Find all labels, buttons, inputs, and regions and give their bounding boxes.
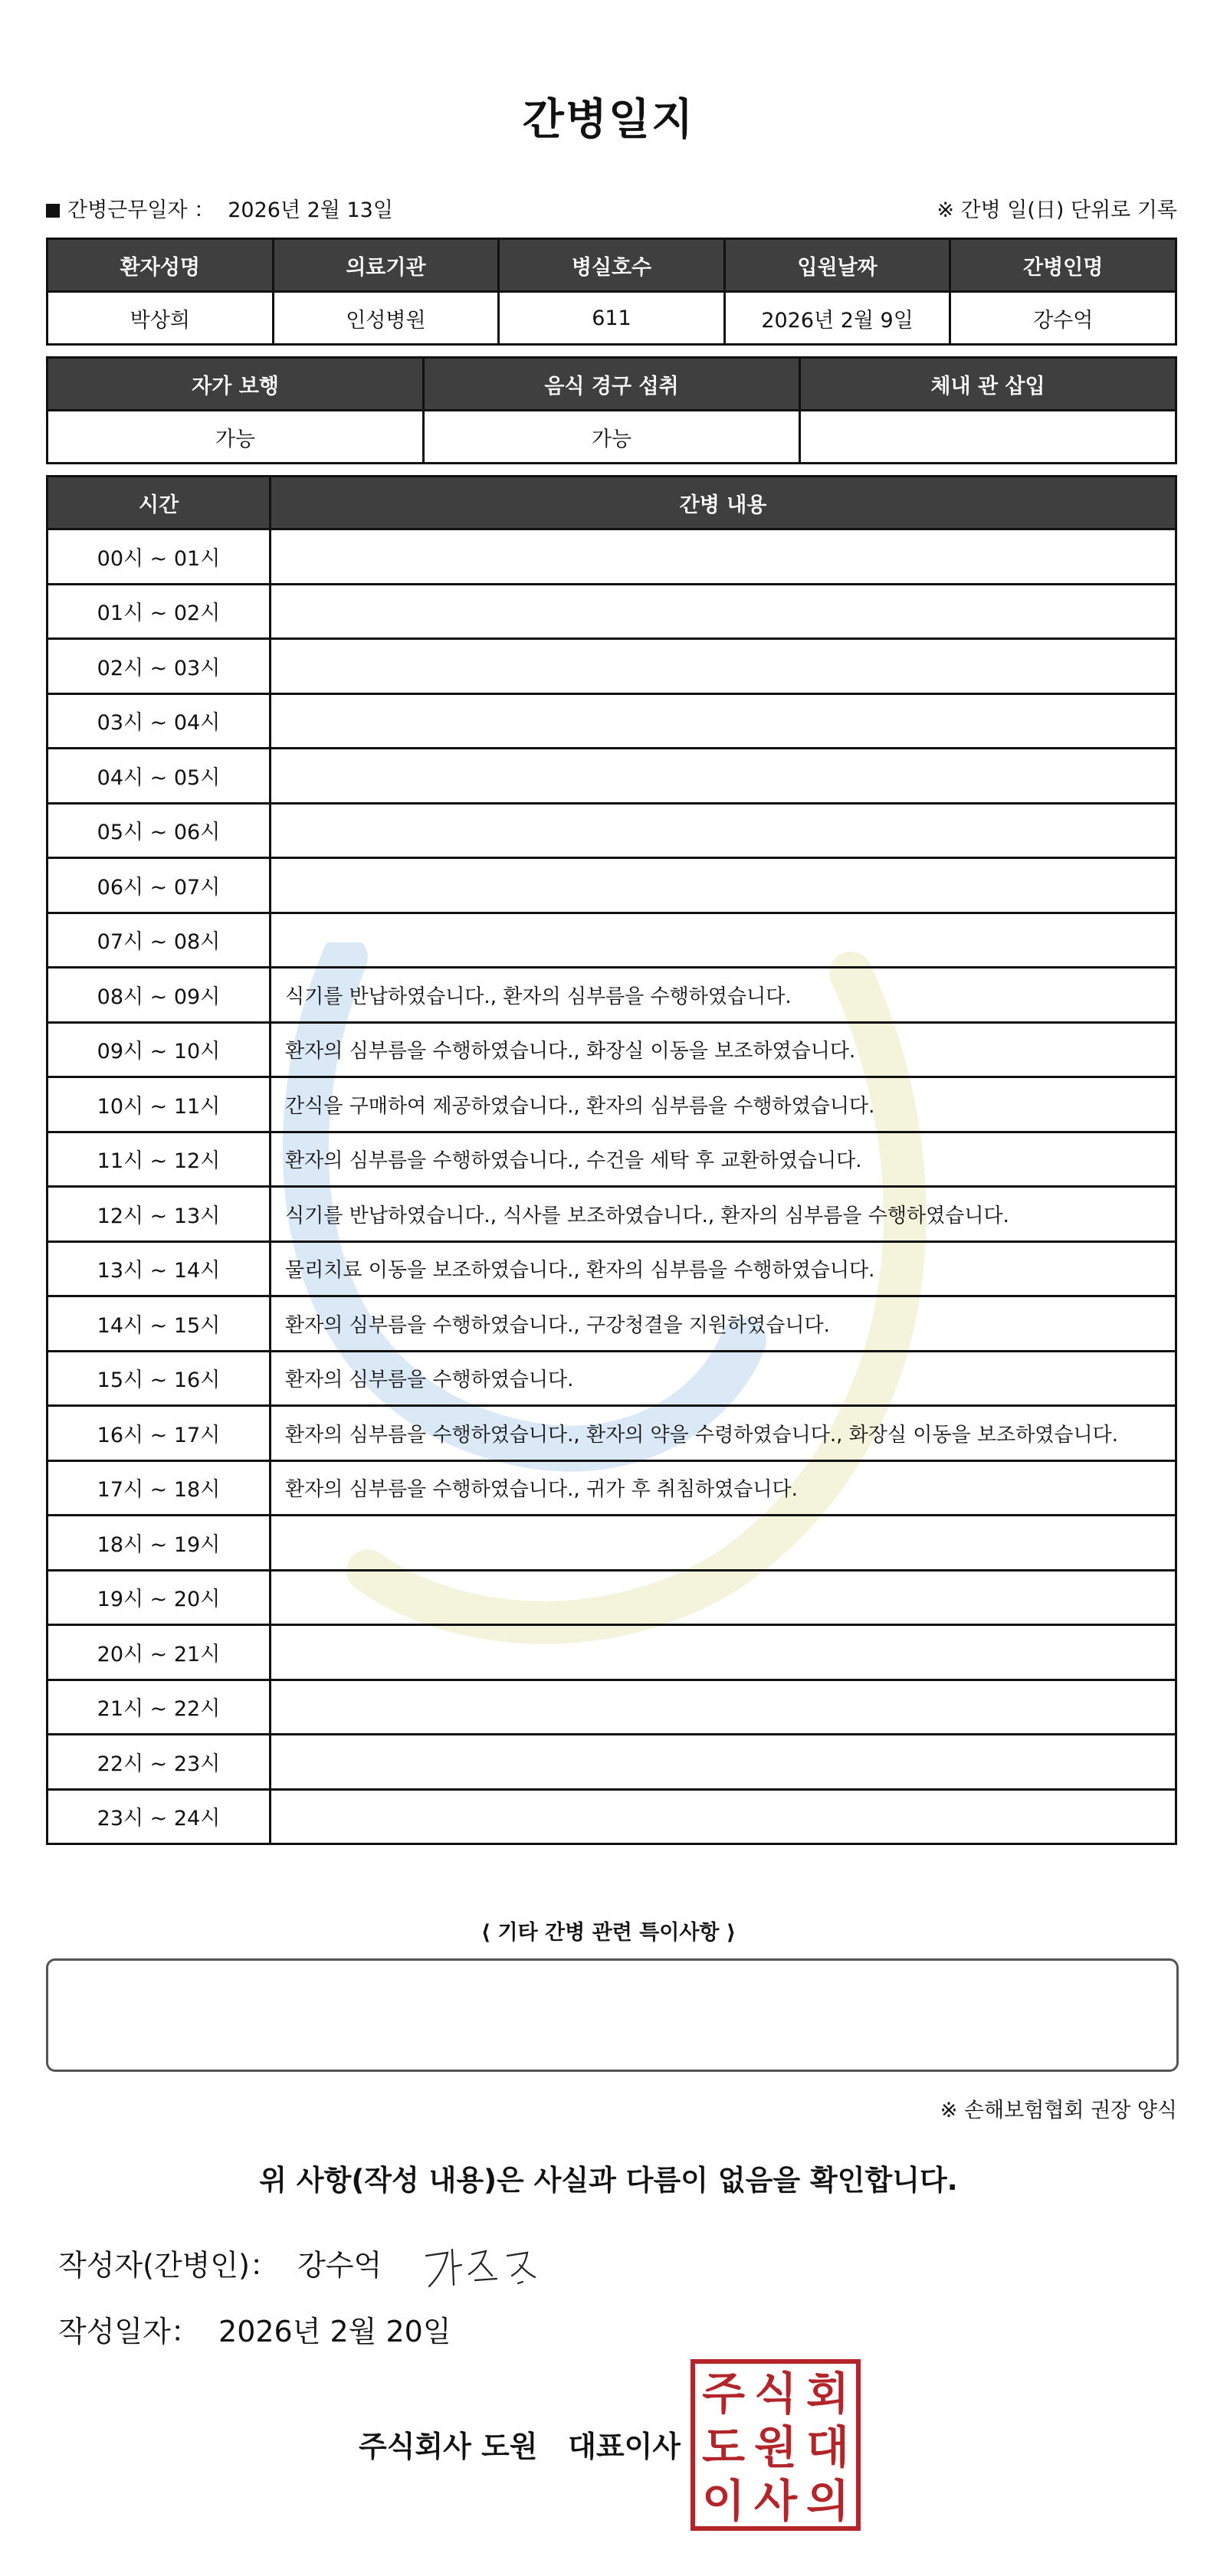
header-caregiver-name: 간병인명 [950, 239, 1176, 292]
content-cell [271, 529, 1176, 585]
table-row [48, 968, 1176, 1023]
table-row [48, 1077, 1176, 1132]
company-seal-stamp [690, 2358, 861, 2532]
table-row [48, 1680, 1176, 1735]
header-hospital: 의료기관 [273, 239, 499, 292]
time-cell: 09시 ~ 10시 [48, 1022, 271, 1077]
svg-text:식: 식 [753, 2368, 798, 2420]
content-cell: 환자의 심부름을 수행하였습니다., 수건을 세탁 후 교환하였습니다. [271, 1132, 1176, 1187]
room-number: 611 [499, 292, 725, 345]
table-row [48, 1516, 1176, 1571]
time-cell: 13시 ~ 14시 [48, 1241, 271, 1296]
self-walking: 가능 [48, 411, 424, 464]
content-cell [271, 584, 1176, 639]
time-cell: 10시 ~ 11시 [48, 1077, 271, 1132]
table-row [48, 1625, 1176, 1680]
table-row [48, 858, 1176, 913]
table-row [48, 1187, 1176, 1242]
work-date-label: 간병근무일자 ： [67, 198, 215, 222]
time-cell: 02시 ~ 03시 [48, 639, 271, 694]
table-row [48, 1460, 1176, 1516]
header-patient-name: 환자성명 [48, 239, 274, 292]
time-cell: 06시 ~ 07시 [48, 858, 271, 913]
table-row [48, 803, 1176, 858]
svg-text:이: 이 [701, 2475, 746, 2527]
content-cell: 환자의 심부름을 수행하였습니다., 귀가 후 취침하였습니다. [271, 1460, 1176, 1516]
content-cell [271, 1516, 1176, 1571]
hospital: 인성병원 [273, 292, 499, 345]
table-row [48, 1132, 1176, 1187]
content-cell [271, 1789, 1176, 1844]
header-admission-date: 입원날짜 [724, 239, 950, 292]
time-cell: 16시 ~ 17시 [48, 1406, 271, 1461]
patient-info-table [46, 238, 1177, 346]
writer-name: 강수억 [297, 2248, 382, 2283]
square-bullet-icon [46, 204, 60, 218]
time-cell: 19시 ~ 20시 [48, 1570, 271, 1625]
content-cell [271, 913, 1176, 968]
recommendation-note: ※ 손해보험협회 권장 양식 [940, 2099, 1177, 2122]
patient-status-table [46, 356, 1177, 464]
table-row [48, 529, 1176, 585]
page-title: 간병일지 [522, 95, 695, 145]
svg-text:사: 사 [753, 2475, 798, 2527]
header-time: 시간 [48, 477, 271, 529]
write-date-label: 작성일자： [58, 2315, 200, 2348]
special-notes-box [46, 1958, 1179, 2072]
time-cell: 07시 ~ 08시 [48, 913, 271, 968]
write-date-value: 2026년 2월 20일 [218, 2315, 451, 2348]
svg-text:의: 의 [805, 2475, 850, 2527]
company-name: 주식회사 도원 [359, 2430, 538, 2463]
svg-text:주: 주 [701, 2368, 746, 2420]
writer-line [58, 2240, 567, 2294]
content-cell: 환자의 심부름을 수행하였습니다., 환자의 약을 수령하였습니다., 화장실 이동을 보조하였습니다. [271, 1406, 1176, 1461]
header-self-walking: 자가 보행 [48, 358, 424, 411]
work-date-value: 2026년 2월 13일 [228, 198, 393, 222]
content-cell [271, 858, 1176, 913]
oral-intake: 가능 [424, 411, 800, 464]
content-cell [271, 749, 1176, 804]
time-cell: 21시 ~ 22시 [48, 1680, 271, 1735]
handwritten-signature [422, 2240, 567, 2294]
table-row [48, 1296, 1176, 1352]
table-row [48, 913, 1176, 968]
content-cell: 물리치료 이동을 보조하였습니다., 환자의 심부름을 수행하였습니다. [271, 1241, 1176, 1296]
header-care-content: 간병 내용 [271, 477, 1176, 529]
table-row [48, 1735, 1176, 1790]
table-row [48, 584, 1176, 639]
table-row [48, 1022, 1176, 1077]
work-date-line [46, 193, 393, 223]
time-cell: 20시 ~ 21시 [48, 1625, 271, 1680]
content-cell: 환자의 심부름을 수행하였습니다., 화장실 이동을 보조하였습니다. [271, 1022, 1176, 1077]
time-cell: 22시 ~ 23시 [48, 1735, 271, 1790]
record-unit-note: ※ 간병 일(日) 단위로 기록 [937, 198, 1177, 222]
table-row [48, 1406, 1176, 1461]
special-notes-label: ⟨ 기타 간병 관련 특이사항 ⟩ [481, 1921, 736, 1945]
company-title: 대표이사 [568, 2430, 681, 2463]
table-row [48, 749, 1176, 804]
svg-text:대: 대 [805, 2421, 850, 2473]
content-cell [271, 1625, 1176, 1680]
admission-date: 2026년 2월 9일 [724, 292, 950, 345]
content-cell: 식기를 반납하였습니다., 식사를 보조하였습니다., 환자의 심부름을 수행하였습니다. [271, 1187, 1176, 1242]
patient-name: 박상희 [48, 292, 274, 345]
writer-label: 작성자(간병인)： [58, 2248, 279, 2283]
content-cell [271, 1735, 1176, 1790]
content-cell: 간식을 구매하여 제공하였습니다., 환자의 심부름을 수행하였습니다. [271, 1077, 1176, 1132]
write-date-line [58, 2308, 451, 2350]
content-cell [271, 693, 1176, 749]
content-cell: 환자의 심부름을 수행하였습니다. [271, 1351, 1176, 1406]
content-cell: 식기를 반납하였습니다., 환자의 심부름을 수행하였습니다. [271, 968, 1176, 1023]
content-cell [271, 1680, 1176, 1735]
table-row [48, 1789, 1176, 1844]
time-cell: 23시 ~ 24시 [48, 1789, 271, 1844]
care-log-table [46, 475, 1177, 1845]
time-cell: 11시 ~ 12시 [48, 1132, 271, 1187]
time-cell: 15시 ~ 16시 [48, 1351, 271, 1406]
header-tube-insertion: 체내 관 삽입 [800, 358, 1176, 411]
content-cell: 환자의 심부름을 수행하였습니다., 구강청결을 지원하였습니다. [271, 1296, 1176, 1352]
company-signature [359, 2423, 681, 2465]
table-row [48, 639, 1176, 694]
svg-text:회: 회 [805, 2368, 850, 2420]
table-row [48, 1241, 1176, 1296]
content-cell [271, 803, 1176, 858]
time-cell: 05시 ~ 06시 [48, 803, 271, 858]
time-cell: 03시 ~ 04시 [48, 693, 271, 749]
confirmation-statement: 위 사항(작성 내용)은 사실과 다름이 없음을 확인합니다. [259, 2164, 958, 2197]
time-cell: 12시 ~ 13시 [48, 1187, 271, 1242]
content-cell [271, 639, 1176, 694]
content-cell [271, 1570, 1176, 1625]
time-cell: 04시 ~ 05시 [48, 749, 271, 804]
time-cell: 17시 ~ 18시 [48, 1460, 271, 1516]
svg-text:원: 원 [753, 2421, 798, 2473]
time-cell: 14시 ~ 15시 [48, 1296, 271, 1352]
table-row [48, 1351, 1176, 1406]
table-row [48, 1570, 1176, 1625]
header-room-number: 병실호수 [499, 239, 725, 292]
caregiver-name: 강수억 [950, 292, 1176, 345]
header-oral-intake: 음식 경구 섭취 [424, 358, 800, 411]
time-cell: 08시 ~ 09시 [48, 968, 271, 1023]
tube-insertion [800, 411, 1176, 464]
time-cell: 00시 ~ 01시 [48, 529, 271, 585]
time-cell: 01시 ~ 02시 [48, 584, 271, 639]
time-cell: 18시 ~ 19시 [48, 1516, 271, 1571]
svg-text:도: 도 [701, 2421, 746, 2473]
table-row [48, 693, 1176, 749]
